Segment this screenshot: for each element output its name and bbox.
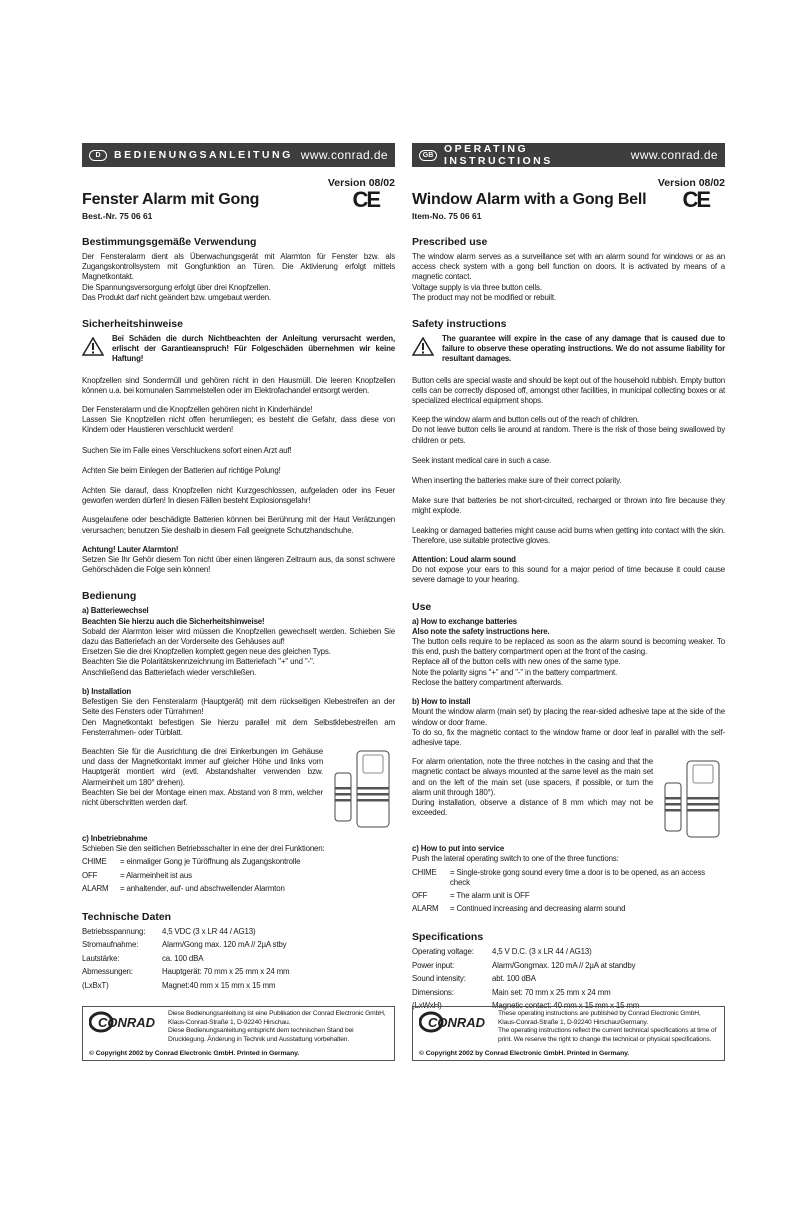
publisher-footer-de <box>82 1006 395 1061</box>
heading-prescribed-use: Bestimmungsgemäße Verwendung <box>82 236 257 248</box>
ce-mark-icon: CE <box>352 187 379 212</box>
version-label: Version 08/02 <box>327 177 395 189</box>
paragraph: Beachten Sie für die Ausrichtung die drei Einkerbungen im Gehäuse und dass der Magnetkontakt immer auf gleicher Höhe und links vom Hauptgerät montiert wird (evtl. Abstandshalter verwenden bzw. Alarmeinheit um 180° drehen). Beachten Sie bei der Montage einen max. Abstand von 8 mm, welcher nicht überschritten werden darf. <box>82 746 323 807</box>
mode-row: OFF = Alarmeinheit ist aus <box>82 870 192 880</box>
paragraph: Achtung! Lauter Alarmton! Setzen Sie Ihr Gehör diesem Ton nicht über einen längeren Zeitraum aus, da sonst schwere Gehörschäden die Folge sein können! <box>82 544 395 575</box>
english-column <box>412 143 725 1015</box>
warning-text: The guarantee will expire in the case of any damage that is caused due to failure to observe these operating instructions. We do not assume liability for resultant damages. <box>442 334 725 364</box>
item-number: Best.-Nr. 75 06 61 <box>82 211 153 221</box>
paragraph: The window alarm serves as a surveillance set with an alarm sound for windows or as an access check system with a gong bell function on doors. It is activated by means of a magnetic contact. Voltage supply is via three button cells. The product may not be modified or rebuilt. <box>412 252 725 302</box>
spec-row: (LxBxT) Magnet:40 mm x 15 mm x 15 mm <box>82 980 276 990</box>
mode-list <box>412 868 725 915</box>
language-badge-gb: GB <box>419 150 437 161</box>
heading-specs: Specifications <box>412 931 484 944</box>
heading-operation: Bedienung <box>82 590 137 603</box>
paragraph: Ausgelaufene oder beschädigte Batterien können bei Berührung mit der Haut Verätzungen verursachen; benutzen Sie deshalb in diesem Fall geeignete Schutzhandschuhe. <box>82 515 395 535</box>
spec-row: Stromaufnahme: Alarm/Gong max. 120 mA // 2µA stby <box>82 940 287 950</box>
mode-row: ALARM = Continued increasing and decreasing alarm sound <box>412 904 626 914</box>
spec-row: Sound intensity: abt. 100 dBA <box>412 974 536 984</box>
warning-triangle-icon <box>412 337 434 356</box>
heading-prescribed-use: Prescribed use <box>412 236 488 248</box>
spec-row: Lautstärke: ca. 100 dBA <box>82 953 204 963</box>
svg-text:CONRAD: CONRAD <box>98 1015 155 1030</box>
spec-row: Betriebsspannung: 4,5 VDC (3 x LR 44 / AG13) <box>82 926 256 936</box>
item-number: Item-No. 75 06 61 <box>412 211 482 221</box>
paragraph: Seek instant medical care in such a case. <box>412 455 552 465</box>
paragraph: a) Batteriewechsel Beachten Sie hierzu auch die Sicherheitshinweise! Sobald der Alarmton leiser wird müssen die Knopfzellen gewechselt werden. Schieben Sie dazu das Batteriefach an der Vorderseite des Gehäuses auf! Ersetzen Sie die drei Knopfzellen komplett gegen neue des gleichen Typs. Beachten Sie die Polaritätskennzeichnung im Batteriefach "+" und "-". Anschließend das Batteriefach wieder verschließen. <box>82 606 395 677</box>
banner-url: www.conrad.de <box>630 148 718 162</box>
conrad-logo <box>419 1011 485 1033</box>
paragraph: Suchen Sie im Falle eines Verschluckens sofort einen Arzt auf! <box>82 445 292 455</box>
mode-row: CHIME = einmaliger Gong je Türöffnung als Zugangskontrolle <box>82 857 301 867</box>
paragraph: When inserting the batteries make sure of their correct polarity. <box>412 476 622 486</box>
paragraph: Leaking or damaged batteries might cause acid burns when getting into contact with the skin. Therefore, use suitable protective gloves. <box>412 525 725 545</box>
spec-row: Dimensions: Main set: 70 mm x 25 mm x 24 mm <box>412 987 611 997</box>
copyright: © Copyright 2002 by Conrad Electronic GmbH. Printed in Germany. <box>89 1050 300 1057</box>
specs-table <box>412 947 725 1011</box>
paragraph: Knopfzellen sind Sondermüll und gehören nicht in den Hausmüll. Die leeren Knopfzellen können u.a. bei komunalen Sammelstellen oder im Elektrofachandel entsorgt werden. <box>82 375 395 395</box>
heading-safety: Safety instructions <box>412 318 507 331</box>
paragraph: c) How to put into service Push the lateral operating switch to one of the three functions: <box>412 844 619 864</box>
paragraph: b) How to install Mount the window alarm (main set) by placing the rear-sided adhesive tape at the side of the window or door frame. To do so, fix the magnetic contact to the window frame or door leaf in parallel with the self-adhesive tape. <box>412 697 725 747</box>
document-title: Fenster Alarm mit Gong <box>82 191 260 208</box>
spec-row: Abmessungen: Hauptgerät: 70 mm x 25 mm x 24 mm <box>82 967 290 977</box>
paragraph: For alarm orientation, note the three notches in the casing and that the magnetic contact be always mounted at the same level as the main set and on the left of the main set (use spacers, if possible, or turn the alarm unit through 180°). During installation, observe a distance of 8 mm which may not be exceeded. <box>412 757 653 818</box>
svg-text:CONRAD: CONRAD <box>428 1015 485 1030</box>
german-banner <box>82 143 395 167</box>
paragraph: Der Fensteralarm dient als Überwachungsgerät mit Alarmton für Fenster bzw. als Zugangskontrollsystem mit Gongfunktion an Türen. Die Aktivierung erfolgt mittels Magnetkontakt. Die Spannungsversorgung erfolgt über drei Knopfzellen. Das Produkt darf nicht geändert bzw. umgebaut werden. <box>82 252 395 302</box>
version-label: Version 08/02 <box>657 177 725 189</box>
mode-list <box>82 857 395 894</box>
banner-title: OPERATING INSTRUCTIONS <box>444 143 553 167</box>
paragraph: Achten Sie darauf, dass Knopfzellen nicht Kurzgeschlossen, aufgeladen oder ins Feuer geworfen werden dürfen! In diesen Fällen besteht Explosionsgefahr! <box>82 486 395 506</box>
conrad-logo <box>89 1011 155 1033</box>
warning-box <box>82 334 395 365</box>
paragraph: Attention: Loud alarm sound Do not expose your ears to this sound for a major period of time because it could cause severe damage to your hearing. <box>412 555 725 585</box>
banner-title: BEDIENUNGSANLEITUNG <box>114 149 293 161</box>
mode-row: CHIME = Single-stroke gong sound every time a door is to be opened, as an access check <box>412 867 705 887</box>
footer-text: Diese Bedienungsanleitung ist eine Publikation der Conrad Electronic GmbH, Klaus-Conrad-Straße 1, D-92240 Hirschau. Diese Bedienungsanleitung entspricht dem technischen Stand bei Drucklegung. Änderung in Technik und Ausstattung vorbehalten. <box>168 1010 386 1043</box>
specs-table <box>82 927 395 991</box>
heading-operation: Use <box>412 600 432 613</box>
heading-safety: Sicherheitshinweise <box>82 318 183 331</box>
publisher-footer-gb <box>412 1006 725 1061</box>
spec-row: Operating voltage: 4,5 V D.C. (3 x LR 44 / AG13) <box>412 947 592 957</box>
english-banner <box>412 143 725 167</box>
heading-specs: Technische Daten <box>82 910 172 923</box>
language-badge-de: D <box>89 150 107 161</box>
paragraph: Achten Sie beim Einlegen der Batterien auf richtige Polung! <box>82 465 281 475</box>
paragraph: Keep the window alarm and button cells out of the reach of children. Do not leave button cells lie around at random. There is the risk of those being swallowed by children or pets. <box>412 415 725 445</box>
ce-mark-icon: CE <box>682 187 709 212</box>
footer-text: These operating instructions are published by Conrad Electronic GmbH, Klaus-Conrad-Straße 1, D-92240 Hirschau/Germany. The operating instructions reflect the current technical specifications at time of print. We reserve the right to change the technical or physical specifications. <box>498 1010 717 1043</box>
warning-box <box>412 334 725 365</box>
german-column <box>82 143 395 994</box>
alarm-device-illustration <box>331 749 395 829</box>
spec-row: Power input: Alarm/Gongmax. 120 mA // 2µA at standby <box>412 960 636 970</box>
paragraph: c) Inbetriebnahme Schieben Sie den seitlichen Betriebsschalter in eine der drei Funktionen: <box>82 833 325 854</box>
paragraph: Der Fensteralarm und die Knopfzellen gehören nicht in Kinderhände! Lassen Sie Knopfzellen nicht offen herumliegen; es besteht die Gefahr, dass diese von Kindern oder Haustieren verschluckt werden! <box>82 405 395 435</box>
copyright: © Copyright 2002 by Conrad Electronic GmbH. Printed in Germany. <box>419 1050 630 1057</box>
document-title: Window Alarm with a Gong Bell <box>412 191 647 208</box>
paragraph: Button cells are special waste and should be kept out of the household rubbish. Empty button cells can be correctly disposed off, amongst other facilities, in municipal collecting boxes or at specialized electrical equipment shops. <box>412 375 725 406</box>
spec-row: (LxWxH) Magnetic contact: 40 mm x 15 mm x 15 mm <box>412 1001 640 1011</box>
banner-url: www.conrad.de <box>300 148 388 162</box>
paragraph: a) How to exchange batteries Also note the safety instructions here. The button cells require to be replaced as soon as the alarm sound is becoming weaker. To this end, push the battery compartment open at the front of the casing. Replace all of the button cells with new ones of the same type. Note the polarity signs "+" and "-" in the battery compartment. Reclose the battery compartment afterwards. <box>412 616 725 687</box>
mode-row: ALARM = anhaltender, auf- und abschwellender Alarmton <box>82 883 285 893</box>
paragraph: b) Installation Befestigen Sie den Fensteralarm (Hauptgerät) mit dem rückseitigen Klebestreifen an der Seite des Fensters oder Türrahmen! Den Magnetkontakt befestigen Sie hierzu parallel mit dem Selbstklebestreifen am Fensterrahmen- oder Türblatt. <box>82 686 395 737</box>
alarm-device-illustration <box>661 759 725 839</box>
mode-row: OFF = The alarm unit is OFF <box>412 890 530 900</box>
paragraph: Make sure that batteries be not short-circuited, recharged or thrown into fire because they might explode. <box>412 496 725 516</box>
warning-triangle-icon <box>82 337 104 356</box>
warning-text: Bei Schäden die durch Nichtbeachten der Anleitung verursacht werden, erlischt der Garantieanspruch! Für Folgeschäden übernehmen wir keine Haftung! <box>112 334 395 364</box>
